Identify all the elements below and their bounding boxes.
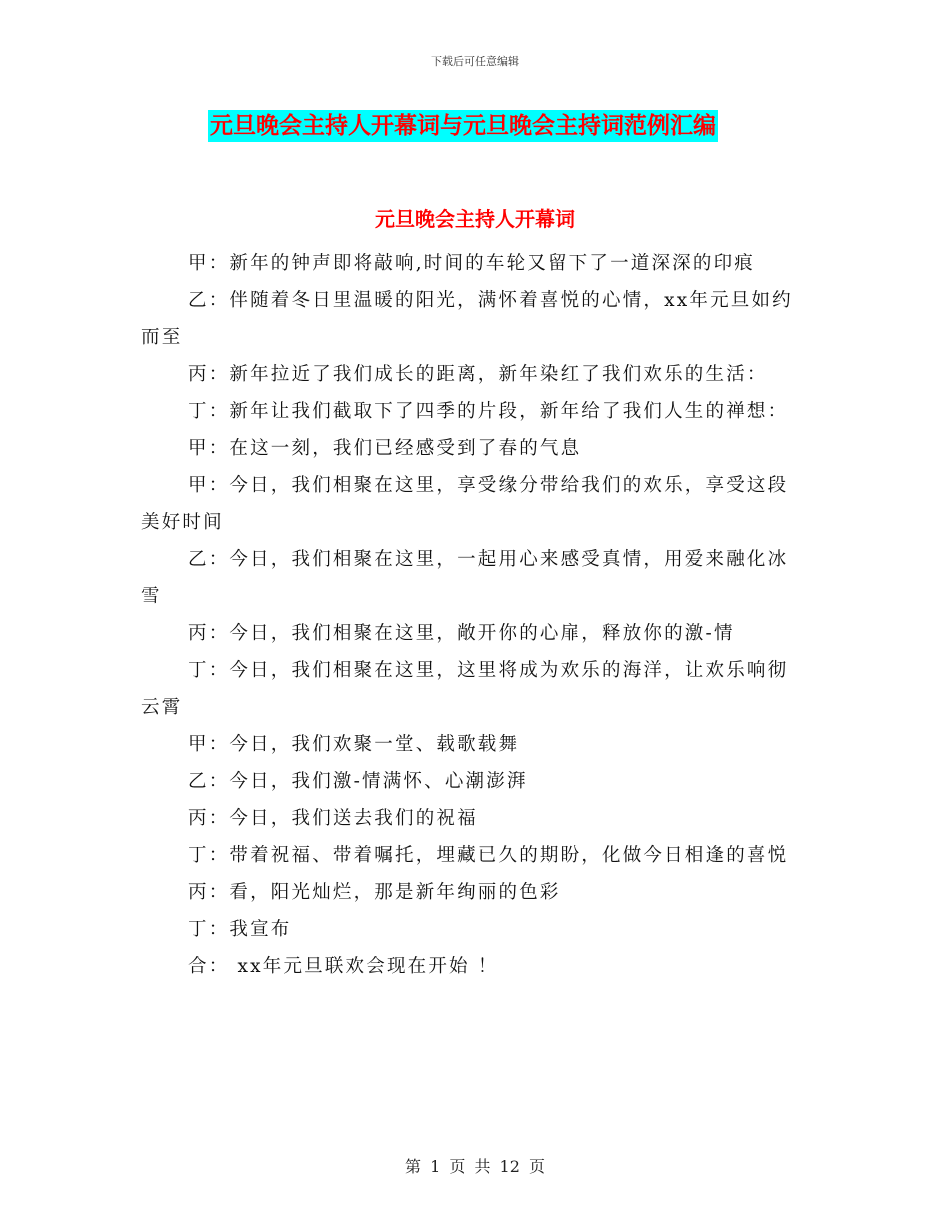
paragraph: 丁：我宣布 bbox=[188, 919, 292, 940]
paragraph: 丙：今日，我们相聚在这里，敞开你的心扉，释放你的激-情 bbox=[188, 623, 735, 644]
paragraph: 甲：今日，我们相聚在这里，享受缘分带给我们的欢乐，享受这段美好时间 bbox=[141, 475, 789, 533]
paragraph: 甲：新年的钟声即将敲响,时间的车轮又留下了一道深深的印痕 bbox=[188, 253, 755, 274]
page-number-footer: 第 1 页 共 12 页 bbox=[405, 1157, 545, 1176]
paragraph: 乙：今日，我们相聚在这里，一起用心来感受真情，用爱来融化冰雪 bbox=[141, 549, 789, 607]
paragraph: 合： xx年元旦联欢会现在开始 ！ bbox=[188, 956, 499, 977]
paragraph: 乙：今日，我们激-情满怀、心潮澎湃 bbox=[188, 771, 528, 792]
page-header-note: 下载后可任意编辑 bbox=[431, 55, 519, 68]
document-body bbox=[141, 245, 801, 985]
paragraph: 甲：今日，我们欢聚一堂、载歌载舞 bbox=[188, 734, 520, 755]
paragraph: 丁：带着祝福、带着嘱托，埋藏已久的期盼，化做今日相逢的喜悦 bbox=[188, 845, 789, 866]
paragraph: 丙：今日，我们送去我们的祝福 bbox=[188, 808, 478, 829]
paragraph: 丁：新年让我们截取下了四季的片段，新年给了我们人生的禅想： bbox=[188, 401, 789, 422]
paragraph: 乙：伴随着冬日里温暖的阳光，满怀着喜悦的心情，xx年元旦如约而至 bbox=[141, 290, 793, 348]
paragraph: 丁：今日，我们相聚在这里，这里将成为欢乐的海洋，让欢乐响彻云霄 bbox=[141, 660, 789, 718]
paragraph: 甲：在这一刻，我们已经感受到了春的气息 bbox=[188, 438, 582, 459]
paragraph: 丙：新年拉近了我们成长的距离，新年染红了我们欢乐的生活： bbox=[188, 364, 768, 385]
section-title: 元旦晚会主持人开幕词 bbox=[375, 207, 575, 231]
document-main-title: 元旦晚会主持人开幕词与元旦晚会主持词范例汇编 bbox=[208, 110, 718, 142]
paragraph: 丙：看，阳光灿烂，那是新年绚丽的色彩 bbox=[188, 882, 561, 903]
